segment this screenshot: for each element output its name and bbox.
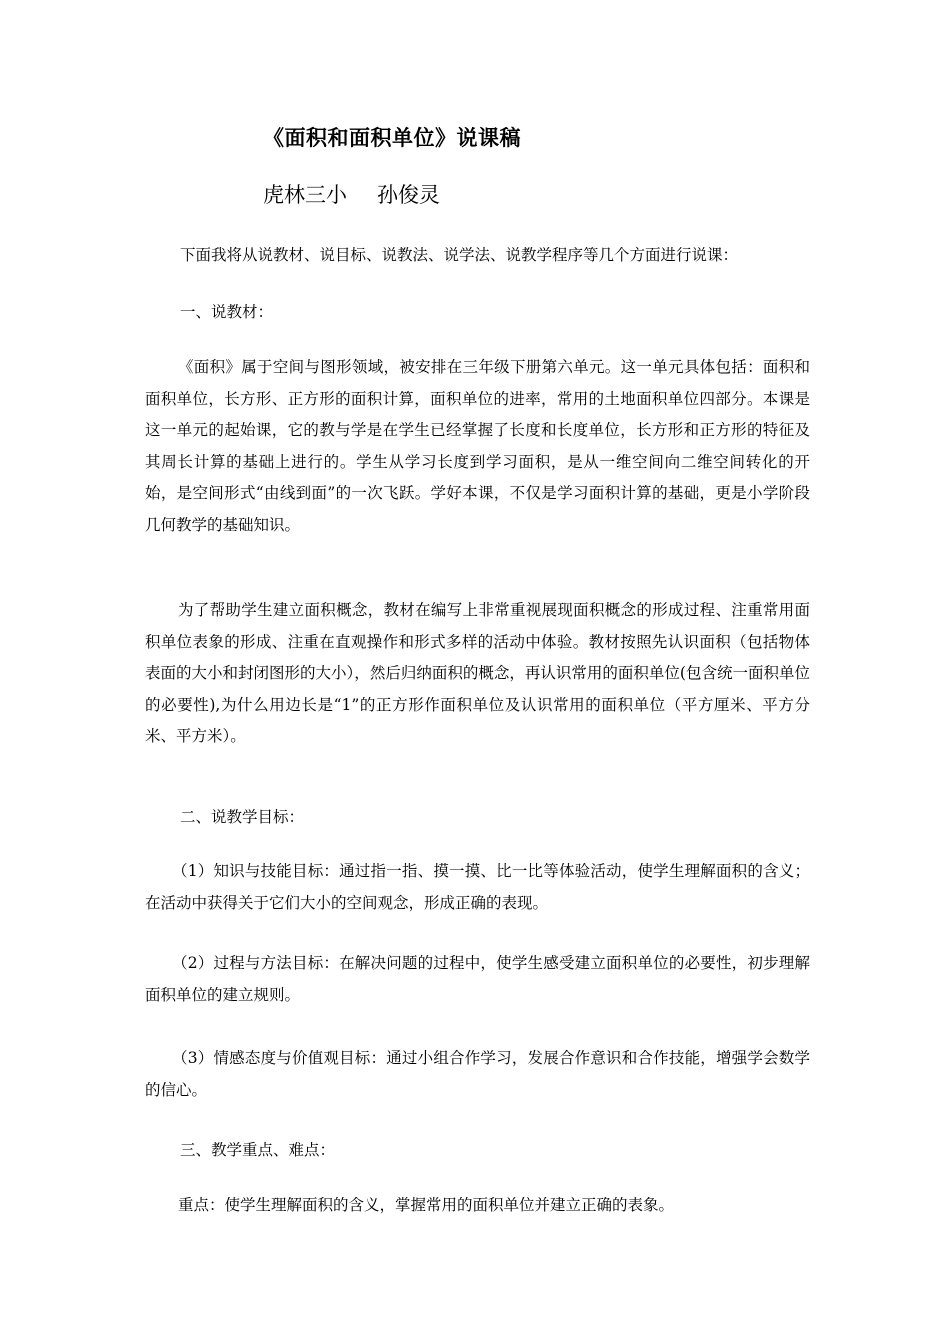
goal-knowledge-paragraph: （1）知识与技能目标：通过指一指、摸一摸、比一比等体验活动，使学生理解面积的含义；在活动中获得关于它们大小的空间观念，形成正确的表现。: [145, 862, 810, 912]
section-heading-key-points: 三、教学重点、难点：: [180, 1141, 336, 1159]
key-point-paragraph: 重点：使学生理解面积的含义，掌握常用的面积单位并建立正确的表象。: [178, 1196, 675, 1214]
goal-process-paragraph: （2）过程与方法目标：在解决问题的过程中，使学生感受建立面积单位的必要性，初步理解面积单位的建立规则。: [145, 954, 810, 1004]
author-line: [263, 179, 440, 209]
intro-paragraph: 下面我将从说教材、说目标、说教法、说学法、说教学程序等几个方面进行说课：: [180, 246, 739, 264]
author-name: 孙俊灵: [377, 183, 440, 207]
materials-paragraph-2: 为了帮助学生建立面积概念，教材在编写上非常重视展现面积概念的形成过程、注重常用面积单位表象的形成、注重在直观操作和形式多样的活动中体验。教材按照先认识面积（包括物体表面的大小和封闭图形的大小），然后归纳面积的概念，再认识常用的面积单位(包含统一面积单位的必要性),为什么用边长是“1”的正方形作面积单位及认识常用的面积单位（平方厘米、平方分米、平方米）。: [145, 601, 810, 745]
section-heading-materials: 一、说教材：: [180, 303, 274, 321]
goal-attitude-paragraph: （3）情感态度与价值观目标：通过小组合作学习，发展合作意识和合作技能，增强学会数学的信心。: [145, 1049, 810, 1099]
author-school: 虎林三小: [263, 183, 347, 207]
materials-paragraph-1: 《面积》属于空间与图形领域，被安排在三年级下册第六单元。这一单元具体包括：面积和面积单位，长方形、正方形的面积计算，面积单位的进率，常用的土地面积单位四部分。本课是这一单元的起始课，它的教与学是在学生已经掌握了长度和长度单位，长方形和正方形的特征及其周长计算的基础上进行的。学生从学习长度到学习面积，是从一维空间向二维空间转化的开始，是空间形式“由线到面”的一次飞跃。学好本课，不仅是学习面积计算的基础，更是小学阶段几何教学的基础知识。: [145, 358, 810, 534]
document-title: 《面积和面积单位》说课稿: [263, 125, 521, 150]
section-heading-goals: 二、说教学目标：: [180, 808, 305, 826]
